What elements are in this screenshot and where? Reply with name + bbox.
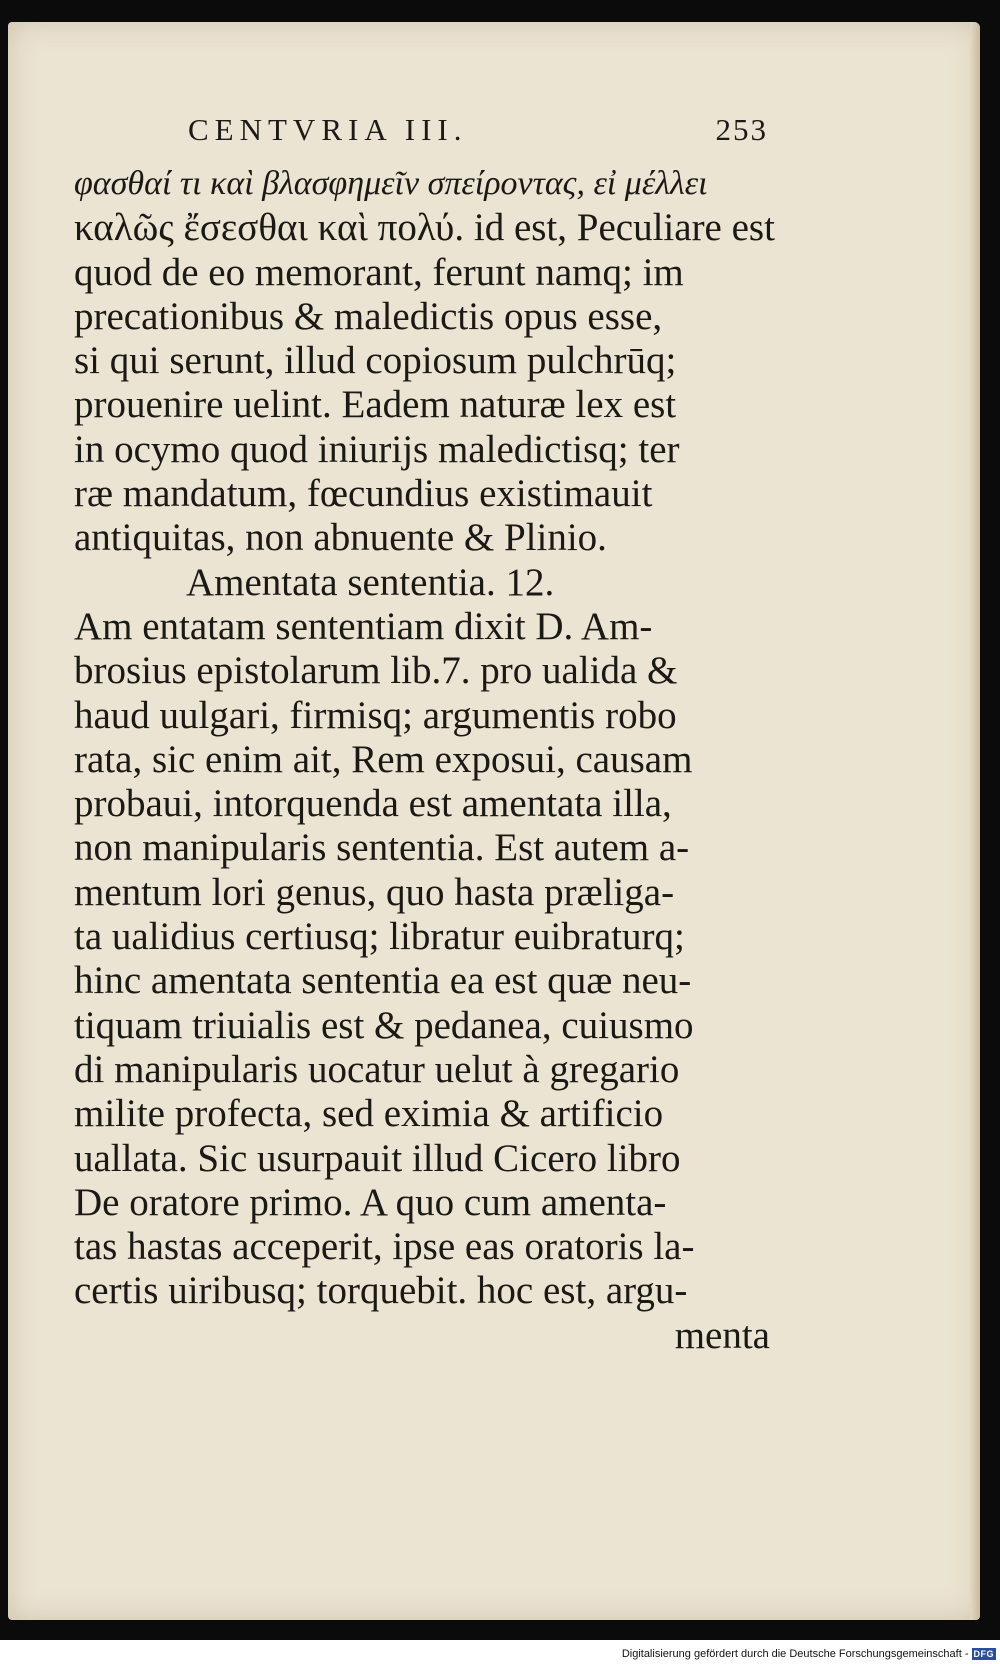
running-title: CENTVRIA III. [188, 112, 468, 147]
text-line: milite profecta, sed eximia & artificio [74, 1092, 664, 1136]
body-text [74, 162, 774, 1358]
text-line: ræ mandatum, fœcundius existimauit [74, 472, 653, 516]
text-line: precationibus & maledictis opus esse, [74, 294, 663, 338]
text-line: rata, sic enim ait, Rem exposui, causam [74, 737, 693, 781]
section-heading: Amentata sententia. 12. [186, 560, 555, 604]
text-line: si qui serunt, illud copiosum pulchrūq; [74, 339, 677, 383]
text-line: antiquitas, non abnuente & Plinio. [74, 516, 607, 560]
text-line: in ocymo quod iniurijs maledictisq; ter [74, 427, 680, 471]
dfg-logo-icon: DFG [973, 1649, 994, 1659]
catchword: menta [674, 1313, 770, 1357]
text-line: ta ualidius certiusq; libratur euibraturq; [74, 915, 685, 959]
text-line: tas hastas acceperit, ipse eas oratoris la- [74, 1225, 695, 1269]
text-line: De oratore primo. A quo cum amenta- [74, 1180, 667, 1224]
text-line: Am entatam sententiam dixit D. Am- [74, 604, 653, 648]
text-line: hinc amentata sententia ea est quæ neu- [74, 959, 692, 1003]
running-header [188, 112, 768, 158]
text-line: certis uiribusq; torquebit. hoc est, argu- [74, 1269, 688, 1313]
text-line: φασθαί τι καὶ βλασφημεῖν σπείροντας, εἰ μέλλει [74, 165, 708, 202]
credit-text: Digitalisierung gefördert durch die Deutsche Forschungsgemeinschaft - [621, 1648, 969, 1660]
text-line: tiquam triuialis est & pedanea, cuiusmo [74, 1003, 694, 1047]
page-number: 253 [715, 112, 768, 147]
text-line: quod de eo memorant, ferunt namq; im [74, 250, 684, 294]
text-line: καλῶς ἔσεσθαι καὶ πολύ. id est, Peculiare est [74, 206, 775, 250]
text-line: non manipularis sententia. Est autem a- [74, 826, 690, 870]
page-edge [970, 22, 980, 1620]
text-line: uallata. Sic usurpauit illud Cicero libro [74, 1136, 681, 1180]
text-line: brosius epistolarum lib.7. pro ualida & [74, 649, 678, 693]
text-line: di manipularis uocatur uelut à gregario [74, 1047, 680, 1091]
digitization-credit [622, 1647, 996, 1661]
text-line: probaui, intorquenda est amentata illa, [74, 782, 672, 826]
text-line: prouenire uelint. Eadem naturæ lex est [74, 383, 677, 427]
text-line: haud uulgari, firmisq; argumentis robo [74, 693, 677, 737]
text-line: mentum lori genus, quo hasta præliga- [74, 870, 675, 914]
